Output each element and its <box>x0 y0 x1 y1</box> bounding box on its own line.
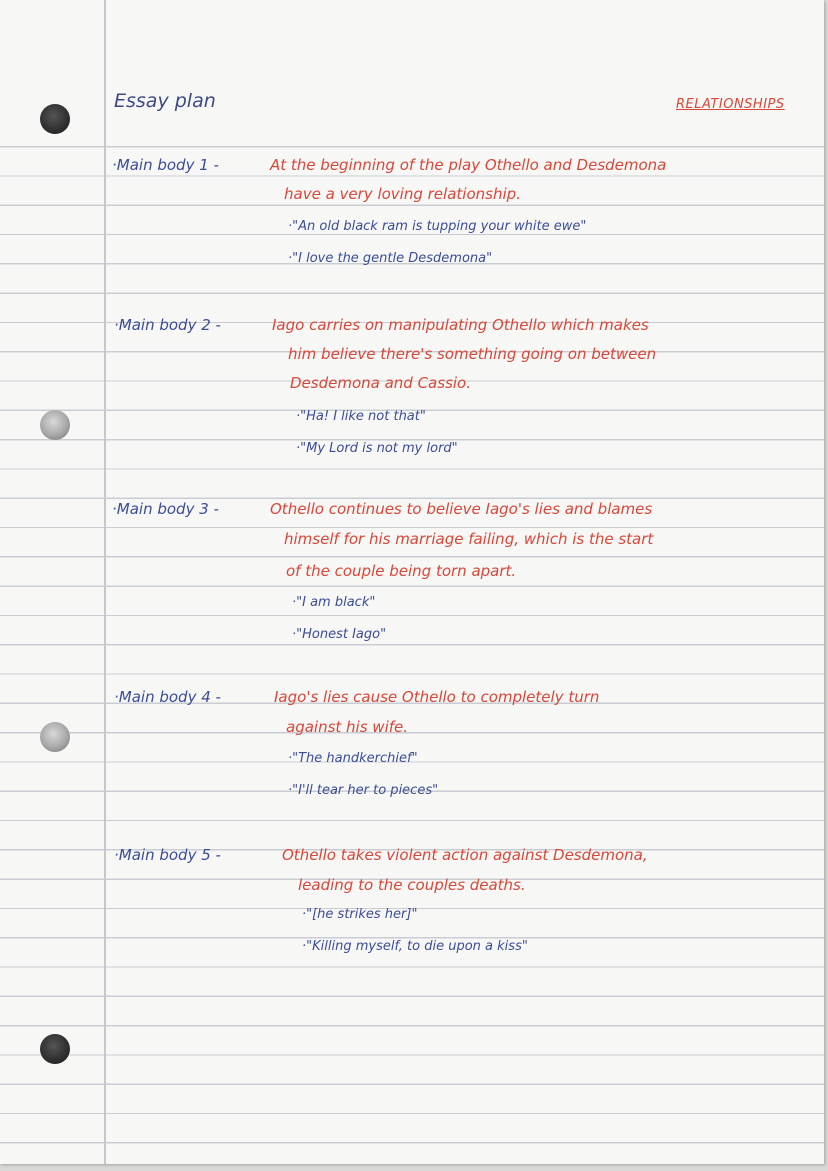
section-text-line: have a very loving relationship. <box>284 185 521 203</box>
punch-hole <box>40 1034 70 1064</box>
quote-line: ·"An old black ram is tupping your white ewe" <box>288 219 587 234</box>
quote-line: ·"My Lord is not my lord" <box>296 441 458 456</box>
section-text-line: against his wife. <box>286 718 409 736</box>
margin-line <box>104 0 106 1164</box>
quote-line: ·"Killing myself, to die upon a kiss" <box>302 939 528 954</box>
section-label: ·Main body 4 - <box>114 688 221 706</box>
section-text-line: himself for his marriage failing, which is the start <box>284 530 654 548</box>
quote-line: ·"The handkerchief" <box>288 751 418 766</box>
section-text-line: Iago carries on manipulating Othello which makes <box>272 316 649 334</box>
section-label: ·Main body 3 - <box>112 500 219 518</box>
quote-line: ·"I love the gentle Desdemona" <box>288 251 493 266</box>
punch-hole <box>40 722 70 752</box>
section-text-line: him believe there's something going on between <box>288 345 657 363</box>
page-title: Essay plan <box>114 90 216 112</box>
quote-line: ·"I am black" <box>292 595 376 610</box>
quote-line: ·"Honest Iago" <box>292 627 387 642</box>
section-text-line: Desdemona and Cassio. <box>290 374 471 392</box>
section-text-line: leading to the couples deaths. <box>298 876 526 894</box>
quote-line: ·"[he strikes her]" <box>302 907 418 922</box>
section-label: ·Main body 1 - <box>112 156 219 174</box>
section-text-line: of the couple being torn apart. <box>286 562 517 580</box>
section-text-line: Othello continues to believe Iago's lies and blames <box>270 500 653 518</box>
section-label: ·Main body 5 - <box>114 846 221 864</box>
section-text-line: At the beginning of the play Othello and Desdemona <box>270 156 667 174</box>
section-text-line: Iago's lies cause Othello to completely turn <box>274 688 600 706</box>
section-text-line: Othello takes violent action against Desdemona, <box>282 846 648 864</box>
section-label: ·Main body 2 - <box>114 316 221 334</box>
quote-line: ·"Ha! I like not that" <box>296 409 426 424</box>
topic-heading: RELATIONSHIPS <box>676 97 785 112</box>
punch-hole <box>40 410 70 440</box>
quote-line: ·"I'll tear her to pieces" <box>288 783 439 798</box>
punch-hole <box>40 104 70 134</box>
